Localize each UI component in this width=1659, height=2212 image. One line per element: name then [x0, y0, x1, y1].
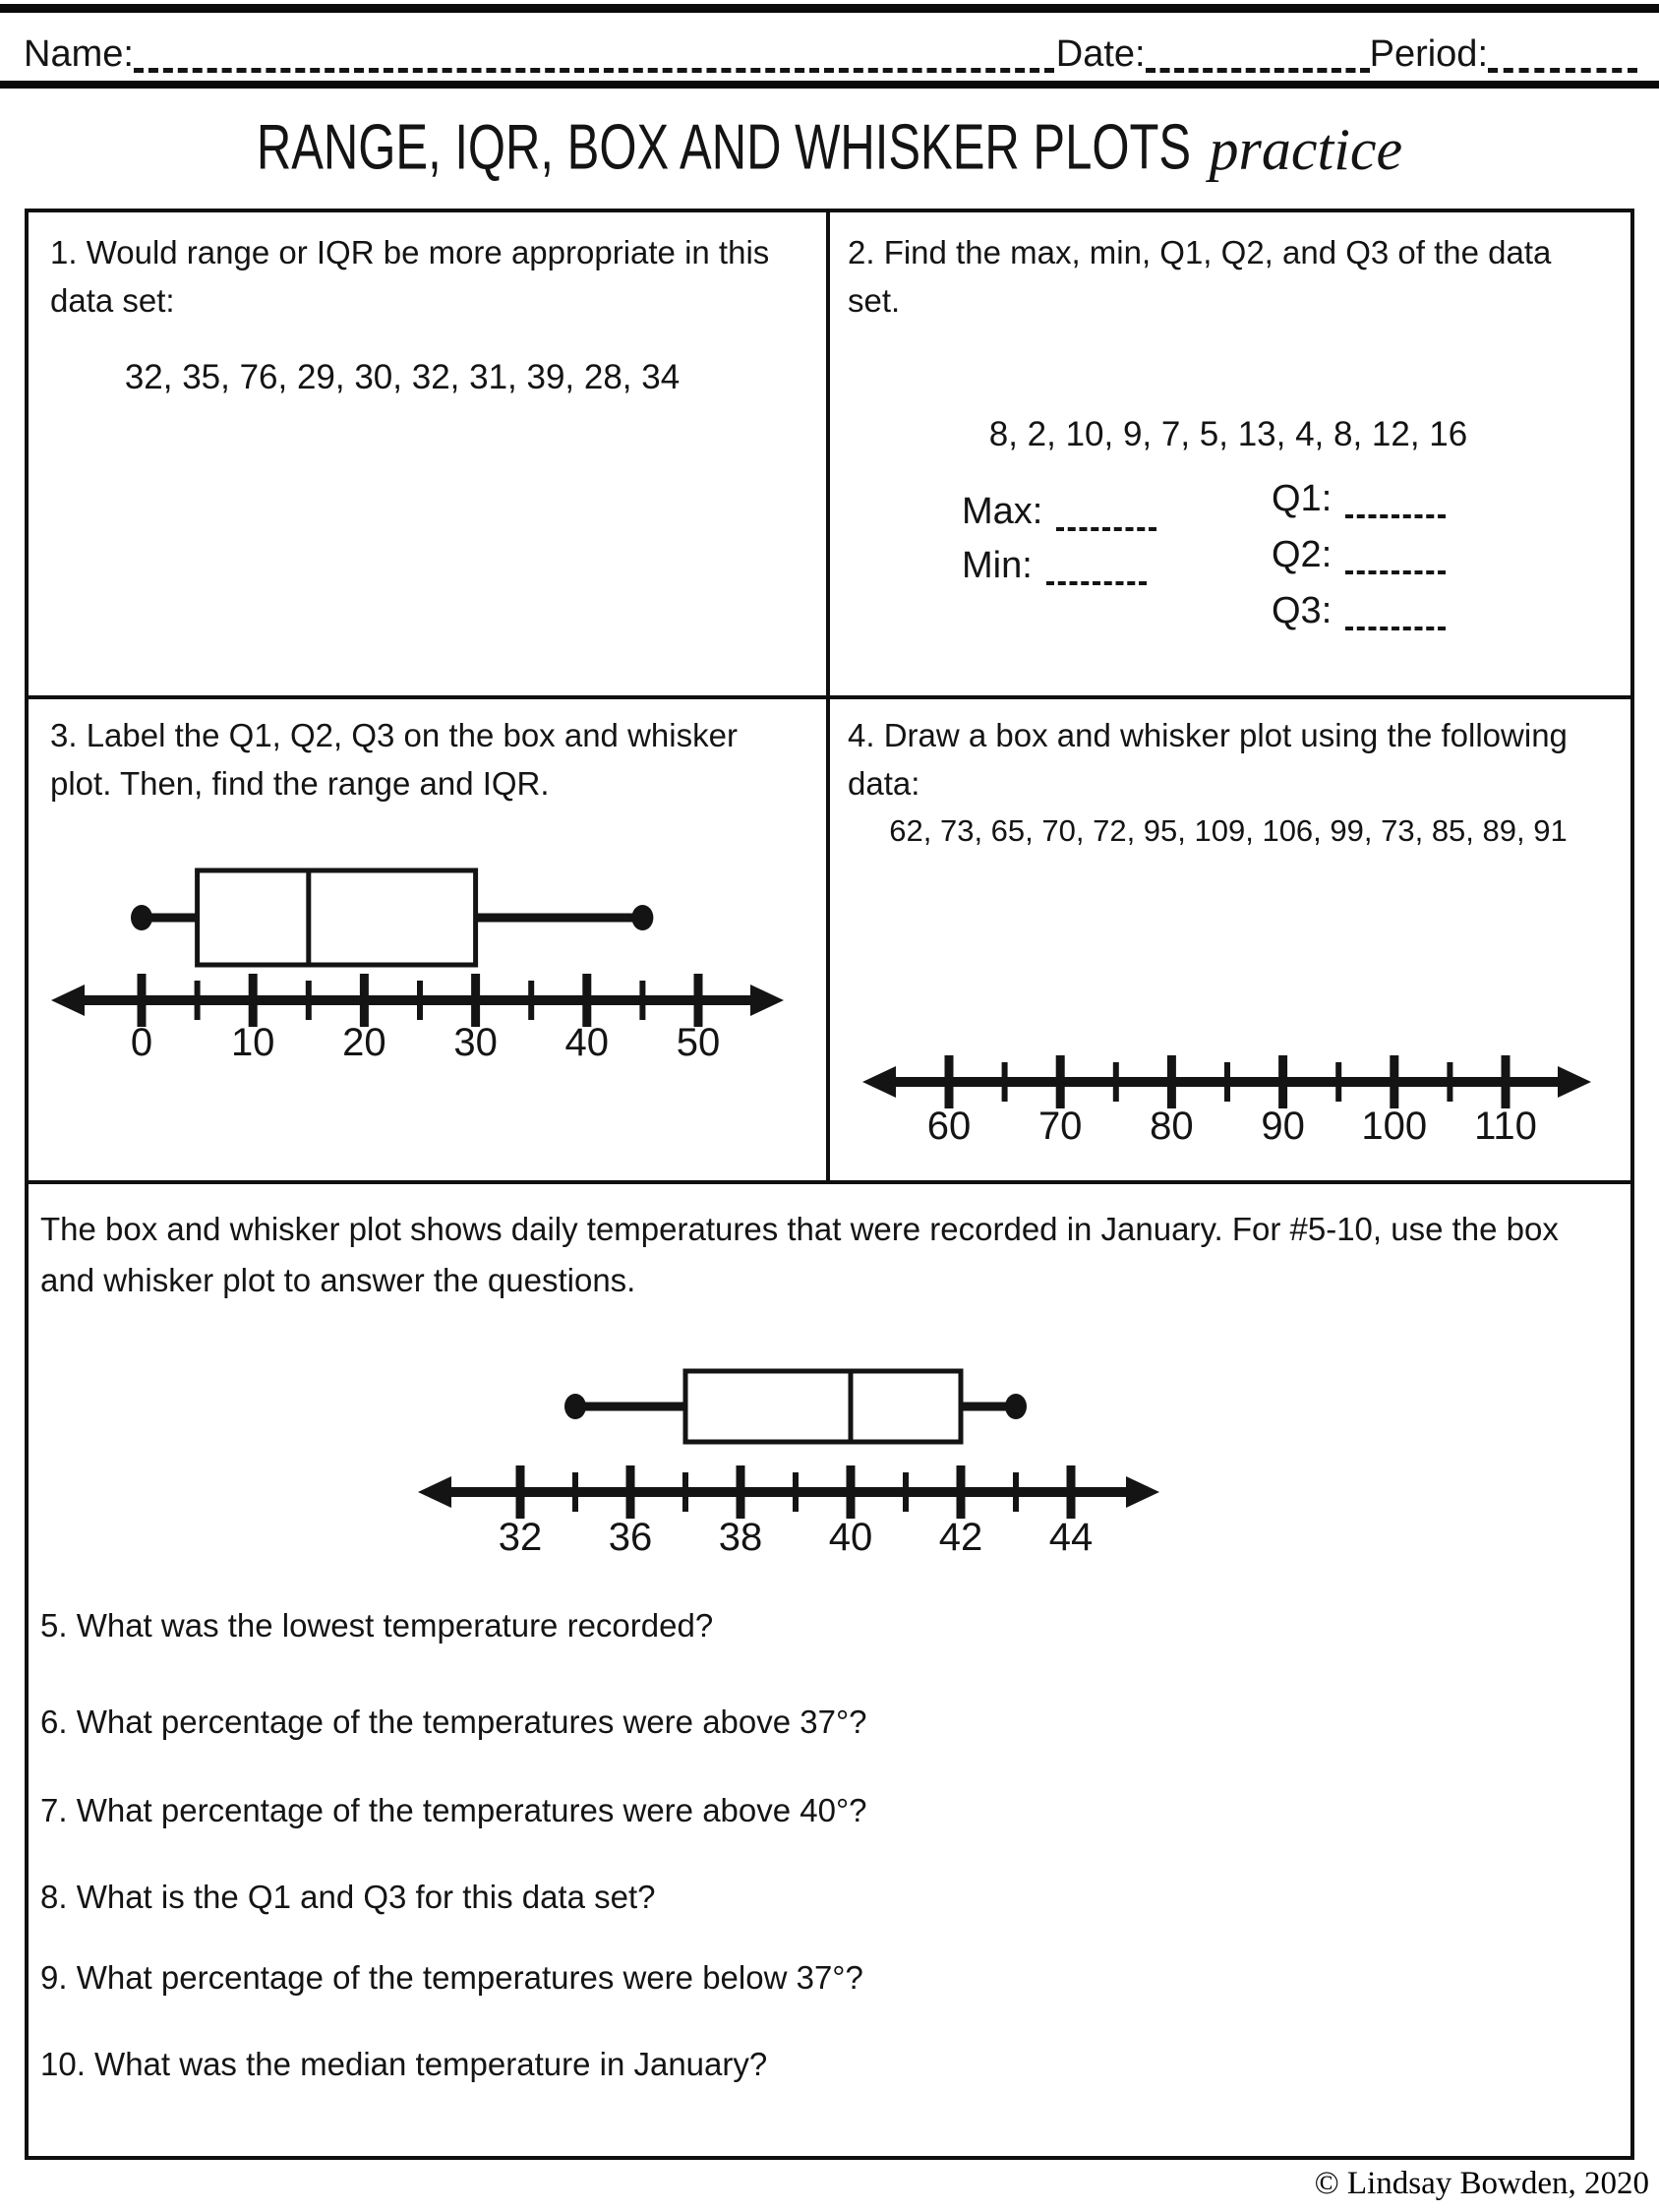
- header-bar: [0, 4, 1659, 89]
- q1-field: [1272, 478, 1446, 520]
- svg-text:20: 20: [342, 1021, 386, 1064]
- svg-text:60: 60: [926, 1105, 972, 1148]
- period-label: Period:: [1369, 33, 1488, 75]
- question-4-prompt: 4. Draw a box and whisker plot using the following data:: [848, 717, 1568, 802]
- question-1-prompt: 1. Would range or IQR be more appropriate in this data set:: [50, 234, 770, 319]
- section-intro: The box and whisker plot shows daily temperatures that were recorded in January. For #5-10, use the box and whisker plot to answer the questions.: [40, 1211, 1559, 1298]
- q1-blank: [1345, 514, 1446, 518]
- date-blank-line: [1146, 38, 1370, 73]
- q3-label: Q3:: [1272, 590, 1333, 631]
- question-7: 7. What percentage of the temperatures were above 40°?: [40, 1792, 867, 1828]
- worksheet-grid: [25, 209, 1634, 2160]
- svg-text:36: 36: [608, 1516, 653, 1559]
- question-1-cell: [29, 212, 830, 699]
- period-blank-line: [1488, 38, 1637, 73]
- q3-box-plot: [29, 699, 826, 1180]
- date-label: Date:: [1055, 33, 1146, 75]
- svg-text:40: 40: [828, 1516, 873, 1559]
- question-3-prompt: 3. Label the Q1, Q2, Q3 on the box and whisker plot. Then, find the range and IQR.: [50, 717, 738, 802]
- svg-text:110: 110: [1474, 1105, 1537, 1148]
- svg-text:80: 80: [1150, 1105, 1194, 1148]
- question-10: 10. What was the median temperature in January?: [40, 2046, 768, 2082]
- svg-text:90: 90: [1261, 1105, 1305, 1148]
- question-9: 9. What percentage of the temperatures were below 37°?: [40, 1959, 863, 1996]
- temperature-box-plot: [29, 1184, 1630, 1607]
- svg-text:42: 42: [938, 1516, 983, 1559]
- min-label: Min:: [962, 545, 1033, 586]
- svg-text:70: 70: [1037, 1105, 1083, 1148]
- max-blank: [1056, 527, 1156, 531]
- question-2-prompt: 2. Find the max, min, Q1, Q2, and Q3 of the data set.: [848, 234, 1552, 319]
- copyright-credit: © Lindsay Bowden, 2020: [1314, 2166, 1649, 2201]
- svg-text:10: 10: [230, 1021, 275, 1064]
- name-label: Name:: [24, 33, 134, 75]
- question-2-data: 8, 2, 10, 9, 7, 5, 13, 4, 8, 12, 16: [988, 415, 1468, 453]
- q2-blank: [1345, 570, 1446, 574]
- max-label: Max:: [962, 491, 1043, 532]
- q1-label: Q1:: [1272, 478, 1333, 519]
- question-3-cell: [29, 699, 830, 1184]
- svg-text:100: 100: [1361, 1105, 1428, 1148]
- svg-text:44: 44: [1048, 1516, 1094, 1559]
- question-6: 6. What percentage of the temperatures were above 37°?: [40, 1704, 867, 1740]
- name-blank-line: [134, 38, 1054, 73]
- question-8: 8. What is the Q1 and Q3 for this data set?: [40, 1879, 656, 1915]
- question-5: 5. What was the lowest temperature recorded?: [40, 1607, 714, 1644]
- section-5-10: [29, 1184, 1630, 2164]
- q2-label: Q2:: [1272, 534, 1333, 575]
- svg-text:32: 32: [498, 1516, 543, 1559]
- question-1-data: 32, 35, 76, 29, 30, 32, 31, 39, 28, 34: [124, 358, 681, 396]
- svg-text:50: 50: [676, 1021, 721, 1064]
- svg-text:38: 38: [718, 1516, 763, 1559]
- min-blank: [1046, 581, 1147, 585]
- page-title-main: RANGE, IQR, BOX AND WHISKER PLOTS: [256, 112, 1192, 184]
- svg-text:30: 30: [453, 1021, 498, 1064]
- q3-field: [1272, 590, 1446, 632]
- min-field: [962, 545, 1147, 587]
- q2-field-label: [1272, 534, 1446, 576]
- page-title: [0, 114, 1659, 182]
- question-4-cell: [830, 699, 1630, 1184]
- header-fields: [0, 13, 1659, 81]
- page-title-script: practice: [1209, 117, 1403, 182]
- q4-number-line: [830, 699, 1627, 1180]
- svg-text:40: 40: [564, 1021, 610, 1064]
- max-field: [962, 491, 1156, 533]
- question-4-data: 62, 73, 65, 70, 72, 95, 109, 106, 99, 73, 85, 89, 91: [889, 813, 1568, 848]
- svg-text:0: 0: [130, 1021, 153, 1064]
- question-2-cell: [830, 212, 1630, 699]
- q3-blank: [1345, 627, 1446, 630]
